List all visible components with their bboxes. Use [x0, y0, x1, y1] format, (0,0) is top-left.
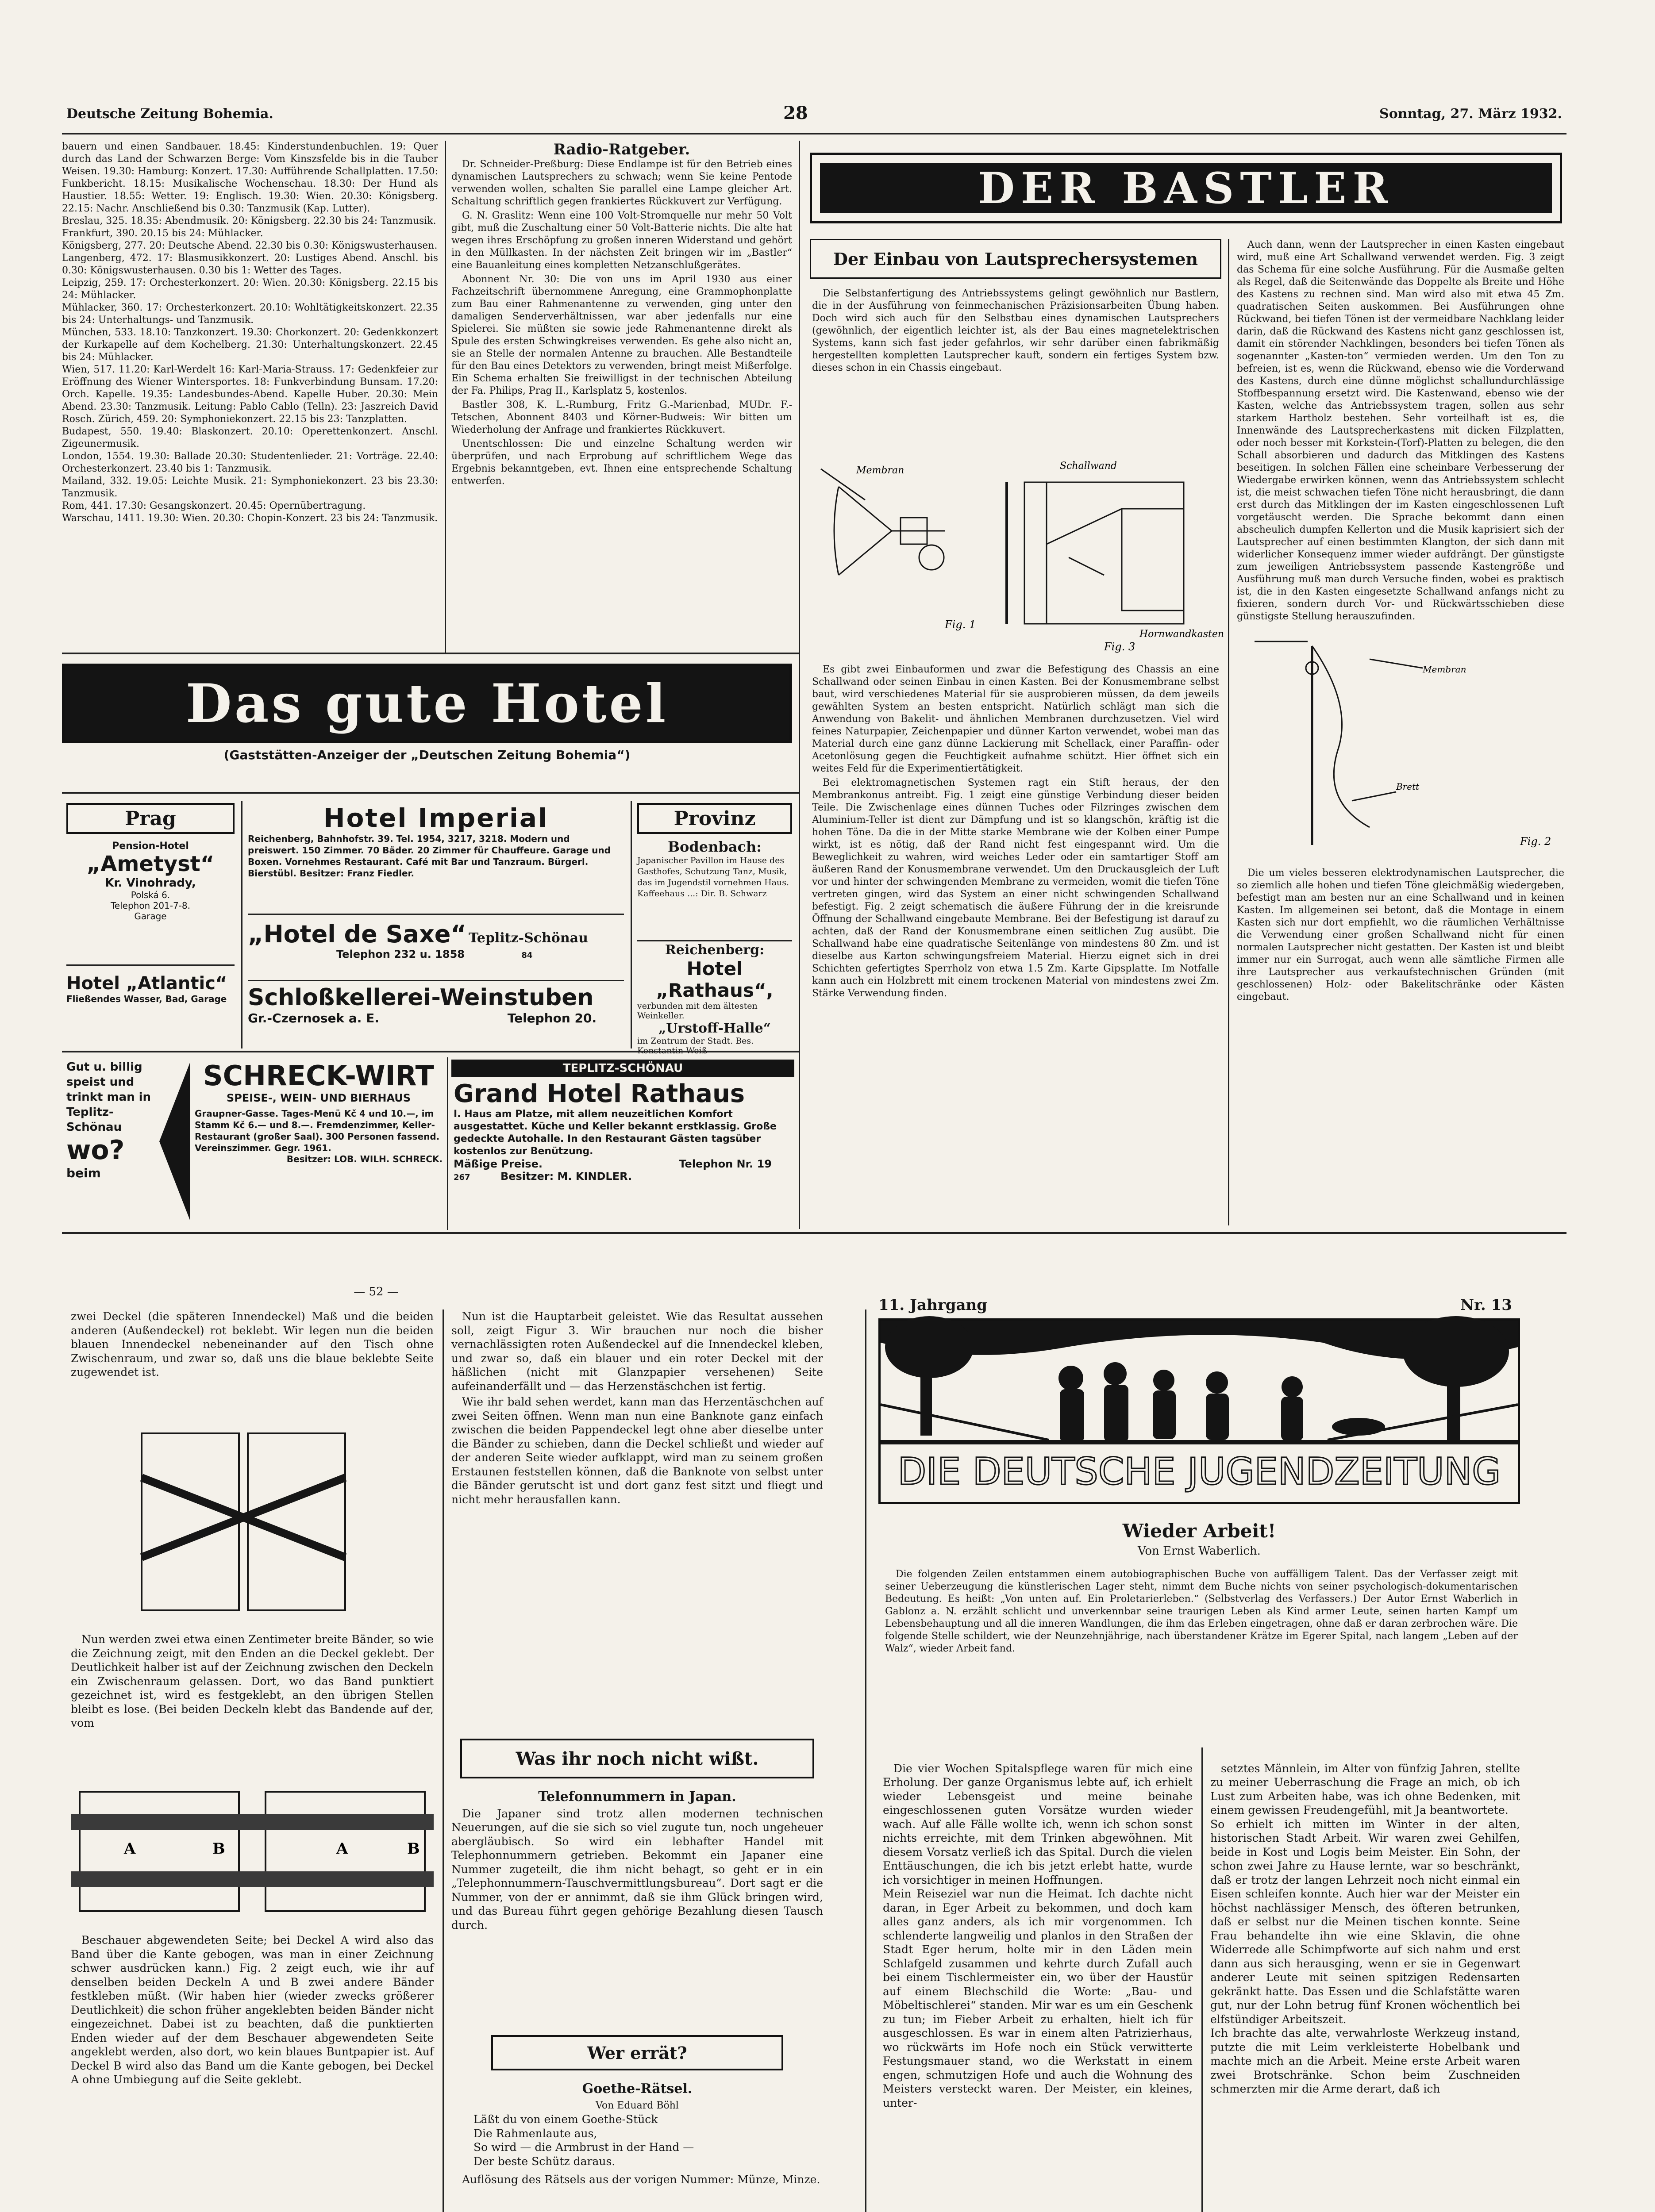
ad-rule	[241, 801, 242, 1048]
jugend-tel: Telefonnummern in Japan. Die Japaner sind trotz allen modernen technischen Neuerungen, auf die sie sich so viel zugute tun, noch ungeheuer abergläubisch. So wird ein lebhafter Handel mit Telephonnummern getrieben. Bekommt ein Japaner eine Nummer zugeteilt, die ihm nicht behagt, so geht er in ein „Telephonnummern-Tauschvermittlungsbureau“. Dort sagt er die Nummer, von der er annimmt, daß sie ihm Glück bringen wird, und das Bureau führt gegen gehörige Bezahlung diesen Tausch durch.	[451, 1789, 823, 1932]
advice-paragraph: G. N. Graslitz: Wenn eine 100 Volt-Stromquelle nur mehr 50 Volt gibt, muß die Zuschaltung einer 50 Volt-Batterie nichts. Die alte hat wegen ihres Erschöpfung zu großen inneren Widerstand und gehört in den Müllkasten. In der nächsten Zeit bringen wir im „Bastler“ eine Bauanleitung eines kompletten Netzanschlußgerätes.	[451, 210, 792, 271]
craft-figure-1	[133, 1425, 354, 1619]
radio-line: Langenberg, 472. 17: Blasmusikkonzert. 20: Lustiges Abend. Anschl. bis 0.30: Königswusterhausen. 0.30 bis 1: Wetter des Tages.	[62, 253, 438, 276]
jugend-col1-c: Beschauer abgewendeten Seite; bei Deckel A wird also das Band über die Kante gebogen, was man in einer Zeichnung schwer ausdrücken kann.) Fig. 2 zeigt euch, wie ihr auf denselben beiden Deckeln A und B zwei andere Bänder festkleben müßt. (Wir haben hier (wieder zwecks größerer Deutlichkeit) die schon früher angeklebten beiden Bänder nicht eingezeichnet. Dabei ist zu beachten, daß die punktierten Enden wieder auf der dem Beschauer abgewendeten Seite angeklebt werden, also dort, wo kein blaues Buntpapier ist. Auf Deckel B wird also das Band um die Kante gebogen, bei Deckel A ohne Umbiegung auf die Seite geklebt.	[71, 1934, 434, 2086]
ad-rule	[66, 964, 235, 966]
masthead-title: Deutsche Zeitung Bohemia.	[66, 106, 273, 122]
jugend-banner	[878, 1318, 1520, 1504]
section-rule	[62, 653, 799, 654]
ad-rule	[631, 801, 632, 1048]
bastler-body: Es gibt zwei Einbauformen und zwar die Befestigung des Chassis an eine Schallwand oder seinen Einbau in einen Kasten. Bei der Konusmembrane selbst baut, wird verschiedenes Material für sie ausprobieren müssen, da dem jeweils gewählten System an besten entspricht. Natürlich schlägt man sich die Anwendung von Bakelit- und ähnlichen Membranen durchzusetzen. Viel wird feines Naturpapier, Zeichenpapier und dünner Karton verwendet, wobei man das Material durch eine ganz dünne Lackierung mit Schellack, einer Paraffin- oder Acetonlösung gegen die Feuchtigkeit aufnahme schützt. Hier öffnet sich ein weites Feld für die Experimentiertätigkeit. Bei elektromagnetischen Systemen ragt ein Stift heraus, der den Membrankonus antreibt. Fig. 1 zeigt eine günstige Verbindung dieser beiden Teile. Die Zwischenlage eines dünnen Tuches oder Filzringes zwischen dem Aluminium-Teller ist dient zur Dämpfung und ist so klangschön, kräftig ist die hohen Töne. Da die in der Mitte starke Membrane wie der Kolben einer Pumpe wirkt, ist es nötig, daß der Rand nicht fest eingespannt wird. Um die Beweglichkeit zu wahren, wird weiches Leder oder ein samtartiger Stoff am äußeren Rand der Konusmembrane verwendet. Um den Druckausgleich der Luft vor und hinter der schwingenden Membrane zu vermeiden, womit die tiefen Töne vertreten gingen, wird das System an einer nicht schwingenden Schallwand befestigt. Fig. 2 zeigt schematisch die äußere Führung der in die kreisrunde Öffnung der Schallwand eingebaute Membrane. Bei der Befestigung ist darauf zu achten, daß der Rand der Konusmembrane einen seitlichen Zug ausübt. Die Schallwand habe eine quadratische Seitenlänge von mindestens 80 Zm. und ist dieselbe aus Karton schwingungsfreiem Material. Hierzu eignet sich in drei Schichten gefertigtes Sperrholz von etwa 1.5 Zm. Karte Gipsplatte. Im Notfalle kann auch ein Holzbrett mit einem trockenen Material von mindestens zwei Zm. Stärke Verwendung finden.	[812, 664, 1219, 999]
ametyst-ad: Pension-Hotel „Ametyst“ Kr. Vinohrady, Polská 6. Telephon 201-7-8. Garage	[86, 841, 215, 922]
radio-line: Leipzig, 259. 17: Orchesterkonzert. 20: Wien. 20.30: Königsberg. 22.15 bis 24: Mühlacker.	[62, 277, 438, 301]
story-col-2: setztes Männlein, im Alter von fünfzig Jahren, stellte zu meiner Ueberraschung die Frage an mich, ob ich Lust zum Arbeiten habe, was ich ohne Bedenken, mit einem gewissen Freudengefühl, mit Ja beantwortete. So erhielt ich mitten im Winter in der alten, historischen Stadt Arbeit. Wir waren zwei Gehilfen, beide in Kost und Logis beim Meister. Ein Sohn, der schon zwei Jahre zu Hause lernte, war so beschränkt, daß er trotz der langen Lehrzeit noch nicht einmal ein Eisen schleifen konnte. Auch hier war der Meister ein höchst nachlässiger Mensch, des öfteren betrunken, daß er selbst nur die Meinen tischen konnte. Seine Frau behandelte ihn wie eine Sklavin, die ohne Widerrede alle Schimpfworte auf sich nahm und erst dann aus sich herausging, wenn er sie in Gegenwart anderer Leute mit seinen spitzigen Redensarten gekränkt hatte. Das Essen und die Schlafstätte waren gut, nur der Lohn betrug fünf Kronen wöchentlich bei elfstündiger Arbeitszeit. Ich brachte das alte, verwahrloste Werkzeug instand, putzte die mit Leim verkleisterte Hobelbank und machte mich an die Arbeit. Meine erste Arbeit waren zwei Brotschränke. Schon beim Zuschneiden schmerzten mir die Arme derart, daß ich	[1210, 1762, 1520, 2095]
column-rule	[865, 1310, 866, 2212]
schloss-ad: Schloßkellerei-Weinstuben Gr.-Czernosek a. E. Telephon 20.	[248, 984, 597, 1025]
jugend-page-number: — 52 —	[354, 1285, 399, 1298]
fig-label: Fig. 2	[1520, 835, 1551, 848]
pocket-figure-1	[133, 1425, 354, 1619]
saxe-ad: „Hotel de Saxe“ Teplitz-Schönau Telephon 232 u. 1858 84	[248, 920, 588, 960]
story-col-1: Die vier Wochen Spitalspflege waren für mich eine Erholung. Der ganze Organismus lebte auf, ich erhielt wieder Lebensgeist und meine beinahe eingeschlossenen guten Vorsätze wurden wieder wach. Auf alle Fälle wollte ich, wenn ich schon sonst nichts erreichte, mit dem Trinken abgewöhnen. Mit diesem Vorsatz verließ ich das Spital. Durch die vielen Enttäuschungen, die ich bis jetzt erlebt hatte, wurde ich vorsichtiger in meinen Hoffnungen. Mein Reiseziel war nun die Heimat. Ich dachte nicht daran, in Eger Arbeit zu bekommen, und doch kam alles ganz anders, als ich mir vorgenommen. Ich schlenderte langweilig und planlos in den Straßen der Stadt Eger herum, holte mir in den Läden mein Schlafgeld zusammen und kehrte durch Zufall auch bei einem Tischlermeister ein, wo über der Haustür auf einem Blechschild die Worte: „Bau- und Möbeltischlerei“ standen. Mir war es um ein Geschenk zu tun; im Fieber Arbeit zu erhalten, hielt ich für ausgeschlossen. Es war in einem alten Patrizierhaus, wo rückwärts im Hofe noch ein Stück verwitterte Festungsmauer stand, wo die Werkstatt in einem engen, schmutzigen Hofe und auch die Wohnung des Meisters versteckt waren. Der Meister, ein kleines, unter-	[883, 1762, 1193, 2109]
hotel-banner-title: Das gute Hotel	[185, 672, 669, 735]
bastler-title: DER BASTLER	[978, 163, 1394, 213]
masthead-date: Sonntag, 27. März 1932.	[1379, 106, 1562, 122]
radio-advice	[451, 141, 792, 654]
masthead	[66, 103, 1562, 125]
fig-label: Brett	[1396, 781, 1420, 792]
jugend-number: Nr. 13	[1460, 1296, 1512, 1314]
schreck-pointer	[159, 1062, 190, 1221]
bastler-article-title: Der Einbau von Lautsprechersystemen	[810, 239, 1221, 279]
banner-black	[820, 163, 1552, 213]
radio-line: München, 533. 18.10: Tanzkonzert. 19.30: Chorkonzert. 20: Gedenkkonzert der Kurkapelle auf dem Kochelberg. 21.30: Unterhaltungskonzert. 22.45 bis 24: Mühlacker.	[62, 327, 438, 363]
inner-wall	[1122, 509, 1184, 611]
radio-line: Mailand, 332. 19.05: Leichte Musik. 21: Symphoniekonzert. 23 bis 23.30: Tanzmusik.	[62, 476, 438, 499]
bastler-col3-bottom: Die um vieles besseren elektrodynamischen Lautsprecher, die so ziemlich alle hohen und tiefen Töne gleichmäßig wiedergeben, befestigt man am besten nur an eine Schallwand und in keinen Kasten. Im allgemeinen sei betont, daß die Montage in einem Kasten sich nur dort empfiehlt, wo die räumlichen Verhältnisse die Verwendung einer großen Schallwand nicht für einen normalen Lautsprecher nicht gestatten. Der Kasten ist und bleibt immer nur ein Surrogat, auch wenn alle sämtliche Firmen alle ihre Lautsprecher aus verkaufstechnischen Gründen (mit geschlossenen) Holz- oder Bakelitschränke oder Kästen eingebaut.	[1237, 868, 1564, 1002]
fig-label: Fig. 1	[945, 618, 976, 631]
radio-program	[62, 141, 438, 649]
schreck-side: Gut u. billig speist und trinkt man in Teplitz-Schönau wo? beim	[66, 1060, 151, 1180]
radio-line: Breslau, 325. 18.35: Abendmusik. 20: Königsberg. 22.30 bis 24: Tanzmusik.	[62, 215, 436, 227]
rathaus-place: TEPLITZ-SCHÖNAU	[451, 1060, 794, 1077]
bastler-intro: Die Selbstanfertigung des Antriebssystems gelingt gewöhnlich nur Bastlern, die in der Ausführung von feinmechanischen Präzisionsarbeiten Übung haben. Doch wird sich auch für den Selbstbau eines dynamischen Lautsprechers (gewöhnlich, der eigentlich leichter ist, als der Bau eines magnetelektrischen Systems, kann sich fast jeder gefahrlos, wir sehr darüber einen fabrikmäßig hergestellten kompletten Lautsprecher kauft, sondern ein fertiges System bzw. dieses schon in ein Chassis eingebaut.	[812, 288, 1219, 373]
cabinet-lines	[1047, 482, 1184, 624]
hotel-subtitle: (Gaststätten-Anzeiger der „Deutschen Zeitung Bohemia“)	[223, 748, 631, 762]
ad-rule	[248, 980, 624, 981]
membrane-edge	[834, 487, 839, 575]
schreck-ad: SCHRECK-WIRT SPEISE-, WEIN- UND BIERHAUS Graupner-Gasse. Tages-Menü Kč 4 und 10.—, im Stamm Kč 6.— und 8.—. Fremdenzimmer, Keller-Restaurant (großer Saal). 300 Personen fassend. Vereinszimmer. Gegr. 1961. Besitzer: LOB. WILH. SCHRECK.	[195, 1060, 443, 1164]
fig-label: Hornwandkasten	[1139, 629, 1224, 640]
provinz-label-box: Provinz	[637, 803, 792, 834]
membrane-curve	[1312, 646, 1370, 827]
pointer-line	[1069, 557, 1104, 575]
figure-1-3	[812, 442, 1224, 655]
imperial-ad: Hotel Imperial Reichenberg, Bahnhofstr. 39. Tel. 1954, 3217, 3218. Modern und preiswert. 150 Zimmer. 70 Bäder. 20 Zimmer für Chauffeure. Garage und Boxen. Vornehmes Restaurant. Café mit Bar und Tanzraum. Bürgerl. Bierstübl. Besitzer: Franz Fiedler.	[248, 803, 611, 879]
advice-paragraph: Dr. Schneider-Preßburg: Diese Endlampe ist für den Betrieb eines dynamischen Lautsprechers zu schwach; wenn Sie keine Pentode verwenden wollen, schalten Sie parallel eine Lampe gleicher Art. Schaltung schriftlich gegen frankiertes Rückkuvert zur Verfügung.	[451, 159, 792, 207]
atlantic-ad: Hotel „Atlantic“ Fließendes Wasser, Bad, Garage	[66, 973, 227, 1004]
fig-label: Membran	[856, 465, 904, 476]
jugend-col1-b: Nun werden zwei etwa einen Zentimeter breite Bänder, so wie die Zeichnung zeigt, mit den Enden an die Deckel geklebt. Der Deutlichkeit halber ist auf der Zeichnung zwischen den Deckeln ein Zwischenraum gelassen. Dort, wo das Band punktiert gezeichnet ist, wird es festgeklebt, an den übrigen Stellen bleibt es lose. (Bei beiden Deckeln klebt das Bandende auf der, vom	[71, 1633, 434, 1729]
box-outline	[1024, 482, 1184, 624]
column-rule	[799, 141, 800, 1229]
riddle: Goethe-Rätsel. Von Eduard Böhl Läßt du von einem Goethe-Stück Die Rahmenlaute aus, So wird — die Armbrust in der Hand — Der beste Schütz daraus. Auflösung des Rätsels aus der vorigen Nummer: Münze, Minze.	[462, 2081, 820, 2186]
pointer-line	[1370, 659, 1423, 668]
masthead-rule	[62, 133, 1566, 134]
story-intro: Die folgenden Zeilen entstammen einem autobiographischen Buche von auffälligem Talent. Das der Verfasser zeigt mit seiner Ueberzeugung die künstlerischen Lager steht, nimmt dem Buche nichts von seiner psychologisch-dokumentarischen Bedeutung. Es heißt: „Von unten auf. Ein Proletarierleben.“ (Selbstverlag des Verfassers.) Der Autor Ernst Waberlich in Gablonz a. N. erzählt schlicht und unverkennbar seine traurigen Leben als Kind armer Leute, seinen harten Kampf um Lebensbehauptung und all die inneren Wandlungen, die ihm das Erleben eingetragen, ohne daß er daran zerbrochen wäre. Die folgende Stelle schildert, wie der Neunzehnjährige, nach überstandener Krätze im Egerer Spital, nach langem „Leben auf der Walz“, wieder Arbeit fand.	[885, 1569, 1518, 1654]
radio-line: Frankfurt, 390. 20.15 bis 24: Mühlacker.	[62, 228, 263, 239]
pocket-figure-2	[71, 1778, 434, 1924]
fig-label: Schallwand	[1060, 461, 1117, 472]
figure-2	[1237, 615, 1564, 863]
riddle-box: Wer errät?	[491, 2035, 783, 2070]
baffle-diagram	[1237, 615, 1564, 863]
fig-label: A	[124, 1840, 136, 1858]
fig-label: B	[407, 1840, 420, 1858]
column-rule	[1228, 239, 1229, 1225]
hotel-banner	[62, 664, 792, 743]
advice-paragraph: Abonnent Nr. 30: Die von uns im April 1930 aus einer Fachzeitschrift übernommene Anregung, eine Grammophonplatte zum Bau einer Rahmenantenne zu verwenden, ging unter den damaligen Senderverhältnissen, war aber jedenfalls nur eine Spielerei. Sie müßten sie sowie jede Rahmenantenne direkt als Spule des ersten Schwingkreises verwenden. Es gehe also nicht an, sie an Stelle der normalen Antenne zu brauchen. Alle Bestandteile für den Bau eines Detektors zu verwenden, bringt meist Mißerfolge. Ein Schema erhalten Sie freiwilligst in der technischen Abteilung der Fa. Philips, Prag II., Karlsplatz 5, kostenlos.	[451, 274, 792, 396]
bodenbach-ad: Bodenbach: Japanischer Pavillon im Hause des Gasthofes, Schutzung Tanz, Musik, das im Jugendstil vornehmen Haus. Kaffeehaus ...: Dir. B. Schwarz	[637, 838, 789, 899]
radio-line: Königsberg, 277. 20: Deutsche Abend. 22.30 bis 0.30: Königswusterhausen.	[62, 240, 438, 251]
fig-label: A	[336, 1840, 348, 1858]
jugend-year: 11. Jahrgang	[878, 1296, 988, 1314]
bastler-col3-top: Auch dann, wenn der Lautsprecher in einen Kasten eingebaut wird, muß eine Art Schallwand verwendet werden. Fig. 3 zeigt das Schema für eine solche Ausführung. Für die Ausmaße gelten als Regel, daß die Seitenwände das Doppelte als Breite und Höhe des Kastens zu rechnen sind. Man wird also mit etwa 45 Zm. quadratischen Seiten auskommen. Bei Ausführungen ohne Rückwand, bei tiefen Tönen ist der vermeidbare Nachklang leider darin, daß die Rückwand des Kastens nicht ganz geschlossen ist, damit ein störender Nachklingen, besonders bei tiefen Tönen als sogenannter „Kasten-ton“ vermieden werden. Um den Ton zu befreien, ist es, wenn die Rückwand, ebenso wie die Vorderwand des Kastens, durch eine dünne möglichst schallundurchlässige Stoffbespannung ersetzt wird. Die Kastenwand, ebenso wie der Kasten, welche das Antriebssystem tragen, sollen aus sehr starkem Hartholz bestehen. Sehr vorteilhaft ist es, die Innenwände des Lautsprecherkastens mit dicken Filzplatten, oder noch besser mit Korkstein-(Torf)-Platten zu belegen, die den Schall absorbieren und dadurch das Mitklingen des Kastens beseitigen. In solchen Fällen eine scheinbare Verbesserung der Wiedergabe erwirken können, wenn das Antriebssystem schlecht ist, die meist schwachen tiefen Töne nicht herausbringt, die dann erst durch das Mitklingen der im Kasten eingeschlossenen Luft vorgetäuscht werden. Die Sprache bekommt dann einen abscheulich dumpfen Kellerton und die Musik kaprisiert sich der Lautsprecher auf einen bestimmten Klangton, der sich dann mit widerlicher Konsequenz immer wieder aufdrängt. Der günstigste zum jeweiligen Antriebssystem passende Kastengröße und Ausführung muß man durch Versuche finden, wobei es praktisch ist, die in den Kasten eingesetzte Schallwand anfangs nicht zu fixieren, sondern durch Vor- und Rückwärtsschieben diese günstigste Stellung herauszufinden.	[1237, 239, 1564, 622]
pointer-line	[1352, 792, 1396, 801]
ad-rule	[637, 940, 792, 941]
column-rule	[443, 1310, 444, 2212]
reichenberg-ad: Reichenberg: Hotel „Rathaus“, verbunden mit dem ältesten Weinkeller. „Urstoff-Halle“ im Zentrum der Stadt. Bes.	[637, 942, 774, 1046]
radio-line: Rom, 441. 17.30: Gesangskonzert. 20.45: Opernübertragung.	[62, 500, 366, 511]
fig-label: Fig. 3	[1104, 641, 1135, 653]
radio-line: Budapest, 550. 19.40: Blaskonzert. 20.10: Operettenkonzert. Anschl. Zigeunermusik.	[62, 426, 438, 449]
section-rule	[62, 792, 799, 794]
ad-rule	[248, 914, 624, 915]
banner-silhouette	[881, 1321, 1518, 1502]
prag-label-box: Prag	[66, 803, 235, 834]
page-number: 28	[783, 103, 808, 123]
story-header: Wieder Arbeit! Von Ernst Waberlich.	[1122, 1520, 1276, 1558]
fact-box: Was ihr noch nicht wißt.	[460, 1739, 814, 1778]
section-rule	[62, 1051, 799, 1052]
radio-line: Wien, 517. 11.20: Karl-Werdelt 16: Karl-Maria-Strauss. 17: Gedenkfeier zur Eröffnung des Wiener Wintersportes. 18: Funkverbindung Bunsam. 17.20: Orch. Kapelle. 19.35: Landesbundes-Abend. Kapelle Huber. 20.30: Mein Abend. 23.30: Tanzmusik. Leitung: Pablo Cablo (Telln). 23: Jaszreich David Rosch. Zürich, 459. 20: Symphoniekonzert. 22.15 bis 23: Tanzplatten.	[62, 364, 438, 425]
radio-line: Warschau, 1411. 19.30: Wien. 20.30: Chopin-Konzert. 23 bis 24: Tanzmusik.	[62, 513, 438, 524]
column-rule	[445, 141, 446, 654]
fig-label: B	[212, 1840, 225, 1858]
radio-line: bauern und einen Sandbauer. 18.45: Kinderstundenbuchlen. 19: Quer durch das Land der Schwarzen Berge: Vom Kinszsfelde bis in die Tauber Weisen. 19.30: Hamburg: Konzert. 17.30: Aufführende Schallplatten. 17.50: Funkbericht. 18.15: Musikalische Wochenschau. 18.30: Der Hund als Haustier. 18.55: Wetter. 19: Englisch. 19.30: Wien. 20.30: Königsberg. 22.15: Nachr. Anschließend bis 0.30: Tanzmusik (Kap. Lutter).	[62, 141, 438, 214]
radio-line: London, 1554. 19.30: Ballade 20.30: Studentenlieder. 21: Vorträge. 22.40: Orchesterkonzert. 23.40 bis 1: Tanzmusik.	[62, 451, 438, 474]
jugend-col1-a: zwei Deckel (die späteren Innendeckel) Maß und die beiden anderen (Außendeckel) rot beklebt. Wir legen nun die beiden blauen Innendeckel nebeneinander auf den Tisch ohne Zwischenraum, und zwar so, daß uns die blaue beklebte Seite zugewendet ist.	[71, 1310, 434, 1379]
jugend-col2-a: Nun ist die Hauptarbeit geleistet. Wie das Resultat aussehen soll, zeigt Figur 3. Wir brauchen nur noch die bisher vernachlässigten roten Außendeckel auf die Innendeckel kleben, und zwar so, daß ein blauer und ein roter Deckel mit der häßlichen (nicht mit Glanzpapier versehenen) Seite aufeinanderfällt und — das Herzenstäschchen ist fertig. Wie ihr bald sehen werdet, kann man das Herzentäschchen auf zwei Seiten öffnen. Wenn man nun eine Banknote ganz einfach zwischen die beiden Pappendeckel legt ohne aber dieselbe unter die Bänder zu schieben, dann die Deckel schließt und wieder auf der anderen Seite wieder aufklappt, wird man zu seinem großen Erstaunen feststellen können, daß die Banknote von selbst unter die Bänder gerutscht ist und dort ganz fest sitzt und fliegt und nicht mehr herausfallen kann.	[451, 1310, 823, 1506]
bolt-circle	[919, 545, 944, 570]
bastler-banner	[810, 153, 1562, 223]
page-bottom-rule	[62, 1232, 1566, 1234]
advice-paragraph: Unentschlossen: Die und einzelne Schaltung werden wir überprüfen, und nach Erprobung auf schriftlichem Wege das Ergebnis bekanntgeben, evt. Ihnen eine entsprechende Schaltung entwerfen.	[451, 438, 792, 487]
ad-rule	[447, 1057, 448, 1230]
advice-paragraph: Bastler 308, K. L.-Rumburg, Fritz G.-Marienbad, MUDr. F.-Tetschen, Abonnent 8403 und Körner-Budweis: Wir bitten um Wiederholung der Anfrage und frankiertes Rückkuvert.	[451, 399, 792, 435]
fig-label: Membran	[1423, 664, 1466, 675]
speaker-diagram	[812, 442, 1224, 655]
banner-title: DIE DEUTSCHE JUGENDZEITUNG	[897, 1450, 1501, 1493]
rathaus-ad: Grand Hotel Rathaus I. Haus am Platze, mit allem neuzeitlichen Komfort ausgestattet. Küche und Keller bekannt erstklassig. Große gedeckte Autohalle. In den Restaurant Gästen tagsüber kostenlos zur Benützung. Mäßige Preise. Telephon Nr. 19 267 Besitzer: M. KINDLER.	[454, 1079, 777, 1183]
craft-figure-2	[71, 1778, 434, 1924]
radio-line: Mühlacker, 360. 17: Orchesterkonzert. 20.10: Wohltätigkeitskonzert. 22.35 bis 24: Unterhaltungs- und Tanzmusik.	[62, 302, 438, 326]
radio-advice-title: Radio-Ratgeber.	[553, 141, 690, 158]
column-rule	[1201, 1747, 1203, 2212]
